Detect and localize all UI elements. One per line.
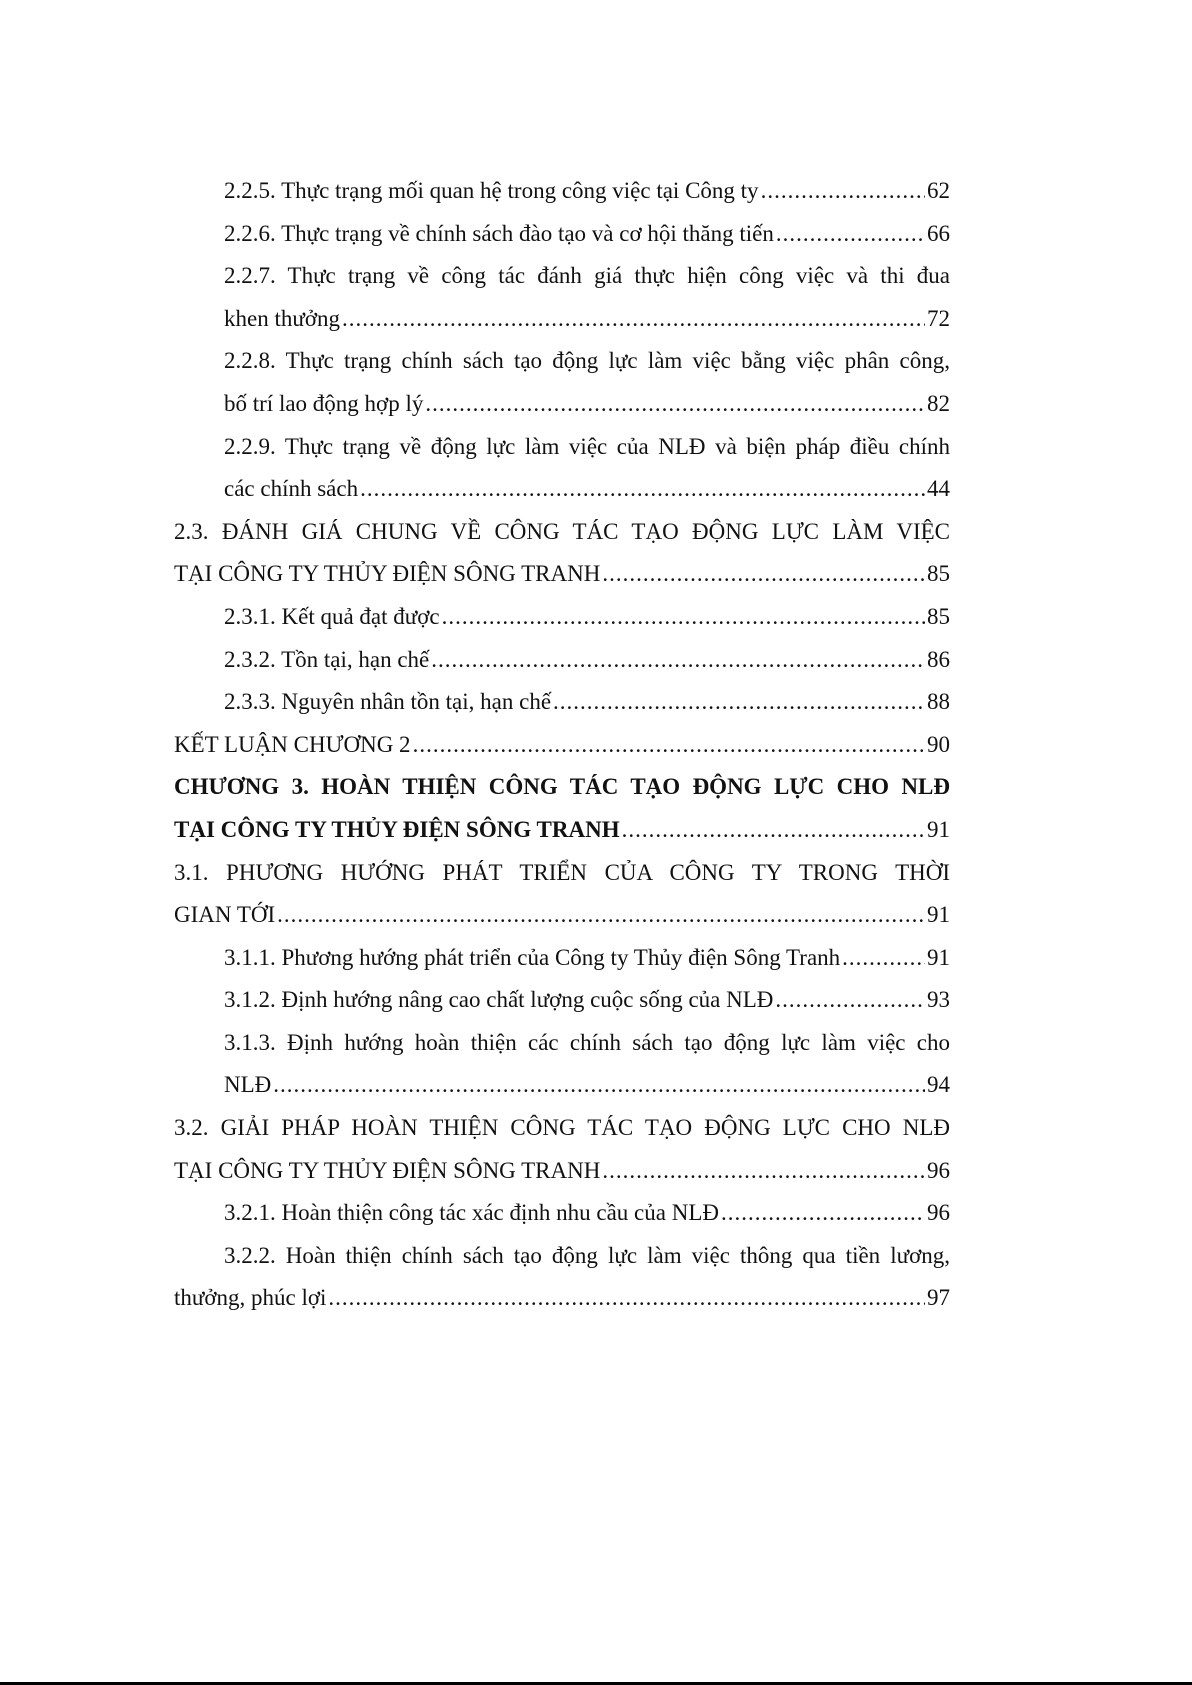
toc-entry-leader-row — [174, 724, 950, 767]
toc-entry[interactable] — [174, 340, 950, 425]
dot-leader — [622, 809, 925, 852]
toc-entry-text-line: 3.2. GIẢI PHÁP HOÀN THIỆN CÔNG TÁC TẠO ĐỘNG LỰC CHO NLĐ — [174, 1115, 950, 1141]
toc-entry-leader-row — [224, 170, 950, 213]
dot-leader — [776, 213, 925, 256]
table-of-contents — [174, 170, 950, 1320]
toc-entry[interactable] — [174, 213, 950, 256]
dot-leader — [442, 596, 925, 639]
toc-entry[interactable] — [174, 1022, 950, 1107]
toc-entry[interactable] — [174, 1192, 950, 1235]
toc-entry-text-line: 3.1.3. Định hướng hoàn thiện các chính sách tạo động lực làm việc cho — [224, 1029, 950, 1055]
toc-entry[interactable] — [174, 170, 950, 213]
toc-entry-leader-row — [174, 1277, 950, 1320]
toc-entry-leader-row — [224, 681, 950, 724]
toc-entry-text: NLĐ — [224, 1072, 272, 1098]
dot-leader — [328, 1277, 925, 1320]
toc-page-number: 94 — [927, 1072, 950, 1098]
toc-entry-text: TẠI CÔNG TY THỦY ĐIỆN SÔNG TRANH — [174, 816, 620, 842]
toc-page-number: 91 — [927, 944, 950, 970]
dot-leader — [425, 383, 925, 426]
dot-leader — [553, 681, 925, 724]
dot-leader — [761, 170, 925, 213]
toc-entry-leader-row — [224, 1192, 950, 1235]
dot-leader — [602, 553, 925, 596]
toc-page-number: 90 — [927, 731, 950, 757]
toc-entry[interactable] — [174, 255, 950, 340]
toc-page-number: 66 — [927, 220, 950, 246]
toc-entry-text: GIAN TỚI — [174, 902, 276, 928]
toc-entry-text: 2.2.5. Thực trạng mối quan hệ trong công việc tại Công ty — [224, 178, 759, 203]
toc-entry[interactable] — [174, 852, 950, 937]
toc-entry-leader-row — [224, 298, 950, 341]
toc-entry-text: 2.3.3. Nguyên nhân tồn tại, hạn chế — [224, 689, 552, 715]
toc-page-number: 72 — [927, 305, 950, 331]
toc-entry[interactable] — [174, 426, 950, 511]
toc-page-number: 91 — [927, 902, 950, 928]
toc-page-number: 44 — [927, 476, 950, 502]
toc-entry-text-line: 2.2.9. Thực trạng về động lực làm việc của NLĐ và biện pháp điều chính — [224, 433, 950, 459]
toc-entry-text: các chính sách — [224, 476, 359, 502]
toc-entry-leader-row — [224, 937, 950, 980]
toc-entry-text-line: 3.1. PHƯƠNG HƯỚNG PHÁT TRIỂN CỦA CÔNG TY TRONG THỜI — [174, 859, 950, 885]
dot-leader — [431, 639, 925, 682]
toc-entry-leader-row — [174, 1150, 950, 1193]
dot-leader — [413, 724, 925, 767]
toc-entry-text: 3.1.2. Định hướng nâng cao chất lượng cuộc sống của NLĐ — [224, 987, 774, 1013]
toc-page-number: 85 — [927, 561, 950, 587]
dot-leader — [721, 1192, 925, 1235]
toc-entry-text-line: 2.2.8. Thực trạng chính sách tạo động lực làm việc bằng việc phân công, — [224, 348, 950, 374]
toc-entry-text: KẾT LUẬN CHƯƠNG 2 — [174, 731, 411, 757]
toc-entry-text: bố trí lao động hợp lý — [224, 390, 424, 416]
toc-page-number: 88 — [927, 689, 950, 715]
toc-entry-text-line: 3.2.2. Hoàn thiện chính sách tạo động lực làm việc thông qua tiền lương, — [224, 1242, 950, 1268]
toc-page-number: 86 — [927, 646, 950, 672]
toc-entry-text: 2.3.1. Kết quả đạt được — [224, 603, 440, 629]
dot-leader — [360, 468, 925, 511]
toc-entry-text-line: CHƯƠNG 3. HOÀN THIỆN CÔNG TÁC TẠO ĐỘNG LỰC CHO NLĐ — [174, 774, 950, 800]
toc-entry[interactable] — [174, 596, 950, 639]
dot-leader — [273, 1064, 925, 1107]
toc-entry[interactable] — [174, 511, 950, 596]
toc-entry[interactable] — [174, 937, 950, 980]
toc-page-number: 96 — [927, 1157, 950, 1183]
toc-entry[interactable] — [174, 639, 950, 682]
toc-entry-text: TẠI CÔNG TY THỦY ĐIỆN SÔNG TRANH — [174, 1157, 601, 1183]
toc-entry-text-line: 2.2.7. Thực trạng về công tác đánh giá thực hiện công việc và thi đua — [224, 263, 950, 289]
toc-entry-text-line: 2.3. ĐÁNH GIÁ CHUNG VỀ CÔNG TÁC TẠO ĐỘNG LỰC LÀM VIỆC — [174, 518, 950, 544]
dot-leader — [842, 937, 925, 980]
dot-leader — [277, 894, 925, 937]
dot-leader — [775, 979, 925, 1022]
toc-entry-leader-row — [174, 553, 950, 596]
toc-entry-leader-row — [224, 979, 950, 1022]
toc-entry-text: TẠI CÔNG TY THỦY ĐIỆN SÔNG TRANH — [174, 561, 601, 587]
toc-entry-text: 3.2.1. Hoàn thiện công tác xác định nhu cầu của NLĐ — [224, 1200, 719, 1226]
toc-page-number: 82 — [927, 390, 950, 416]
toc-page-number: 97 — [927, 1285, 950, 1311]
toc-entry-text: 2.2.6. Thực trạng về chính sách đào tạo và cơ hội thăng tiến — [224, 220, 774, 246]
toc-page-number: 93 — [927, 987, 950, 1013]
toc-page-number: 91 — [927, 816, 950, 842]
toc-entry[interactable] — [174, 979, 950, 1022]
dot-leader — [342, 298, 925, 341]
toc-page-number: 62 — [927, 178, 950, 203]
dot-leader — [602, 1150, 925, 1193]
toc-entry-text: 3.1.1. Phương hướng phát triển của Công ty Thủy điện Sông Tranh — [224, 944, 841, 970]
toc-entry-leader-row — [224, 383, 950, 426]
toc-entry-text: khen thưởng — [224, 305, 340, 331]
toc-entry[interactable] — [174, 724, 950, 767]
toc-page-number: 96 — [927, 1200, 950, 1226]
toc-entry-leader-row — [224, 468, 950, 511]
toc-entry[interactable] — [174, 766, 950, 851]
toc-entry[interactable] — [174, 1107, 950, 1192]
toc-entry-leader-row — [224, 639, 950, 682]
toc-page-number: 85 — [927, 603, 950, 629]
toc-entry-leader-row — [174, 809, 950, 852]
toc-entry-leader-row — [224, 1064, 950, 1107]
toc-entry-leader-row — [174, 894, 950, 937]
toc-entry-leader-row — [224, 596, 950, 639]
toc-entry-leader-row — [224, 213, 950, 256]
toc-entry-text: 2.3.2. Tồn tại, hạn chế — [224, 646, 430, 672]
toc-entry-text: thưởng, phúc lợi — [174, 1285, 327, 1311]
toc-entry[interactable] — [174, 681, 950, 724]
toc-entry[interactable] — [174, 1235, 950, 1320]
